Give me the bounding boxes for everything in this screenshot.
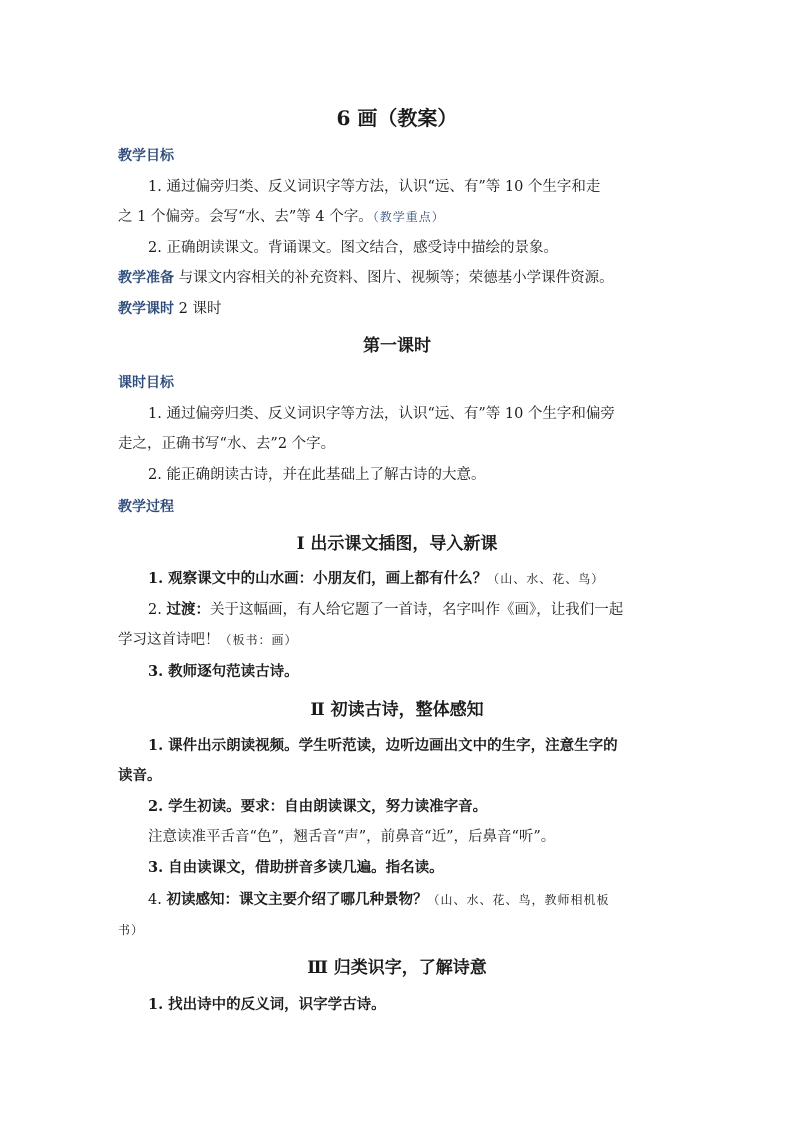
section-2-item-1-line-1: 1. 课件出示朗读视频。学生听范读，边听边画出文中的生字，注意生字的: [148, 737, 618, 754]
section-2-item-3: 3. 自由读课文，借助拼音多读几遍。指名读。: [148, 859, 444, 876]
objective-1-note: （教学重点）: [372, 210, 445, 224]
lesson-goal-1-line-2: 走之，正确书写“水、去”2 个字。: [118, 436, 336, 452]
section-2-item-4-num: 4.: [148, 892, 167, 908]
section-2-item-4-bold: 初读感知：课文主要介绍了哪几种景物？: [166, 891, 428, 908]
section-3-heading: Ⅲ 归类识字，了解诗意: [307, 958, 487, 978]
process-label: 教学过程: [118, 499, 174, 515]
prep-text: 与课文内容相关的补充资料、图片、视频等；荣德基小学课件资源。: [174, 270, 614, 286]
lesson-goal-1-line-1: 1. 通过偏旁归类、反义词识字等方法，认识“远、有”等 10 个生字和偏旁: [148, 406, 615, 422]
section-2-item-1-line-2: 读音。: [118, 767, 162, 784]
objectives-label: 教学目标: [118, 148, 174, 164]
objective-1-line-2: [118, 207, 678, 227]
section-1-item-2-line-2: [118, 630, 678, 650]
section-1-item-1-note: （山、水、花、鸟）: [487, 572, 605, 586]
hours-line: [118, 299, 678, 319]
section-2-heading: Ⅱ 初读古诗，整体感知: [310, 700, 484, 720]
section-2-item-4-line-2: 书）: [118, 923, 145, 937]
lesson-goal-2: 2. 能正确朗读古诗，并在此基础上了解古诗的大意。: [148, 467, 486, 483]
prep-label: 教学准备: [118, 270, 174, 286]
section-3-item-1: 1. 找出诗中的反义词，识字学古诗。: [148, 996, 386, 1013]
section-1-item-2-num: 2.: [148, 602, 167, 618]
section-1-item-2-bold: 过渡：: [166, 601, 210, 618]
section-1-item-3: 3. 教师逐句范读古诗。: [148, 663, 299, 680]
section-2-item-2: 2. 学生初读。要求：自由朗读课文，努力读准字音。: [148, 798, 488, 815]
section-1-item-2-line-1: [148, 600, 708, 620]
section-1-item-2-note: （板书：画）: [219, 633, 298, 647]
hours-label: 教学课时: [118, 301, 174, 317]
section-1-item-2-text: 关于这幅画，有人给它题了一首诗，名字叫作《画》，让我们一起: [209, 602, 624, 618]
lesson-1-heading: 第一课时: [363, 336, 431, 356]
page-title: 6 画（教案）: [336, 106, 458, 130]
section-2-item-4-line-1: [148, 890, 708, 910]
section-1-heading: Ⅰ 出示课文插图，导入新课: [296, 534, 498, 554]
section-2-item-2-note: 注意读准平舌音“色”，翘舌音“声”，前鼻音“近”，后鼻音“听”。: [148, 829, 556, 845]
hours-text: 2 课时: [174, 301, 222, 317]
objective-1-line-2-text: 之 1 个偏旁。会写“水、去”等 4 个字。: [118, 209, 373, 225]
lesson-goals-label: 课时目标: [118, 375, 174, 391]
objective-2: 2. 正确朗读课文。背诵课文。图文结合，感受诗中描绘的景象。: [148, 240, 558, 256]
section-1-item-1: [148, 569, 708, 589]
section-1-item-2-line-2-text: 学习这首诗吧！: [118, 632, 220, 648]
prep-line: [118, 268, 678, 288]
section-1-item-1-text: 1. 观察课文中的山水画：小朋友们，画上都有什么？: [148, 570, 488, 587]
objective-1-line-1: 1. 通过偏旁归类、反义词识字等方法，认识“远、有”等 10 个生字和走: [148, 179, 601, 195]
section-2-item-4-note: （山、水、花、鸟，教师相机板: [427, 893, 610, 907]
